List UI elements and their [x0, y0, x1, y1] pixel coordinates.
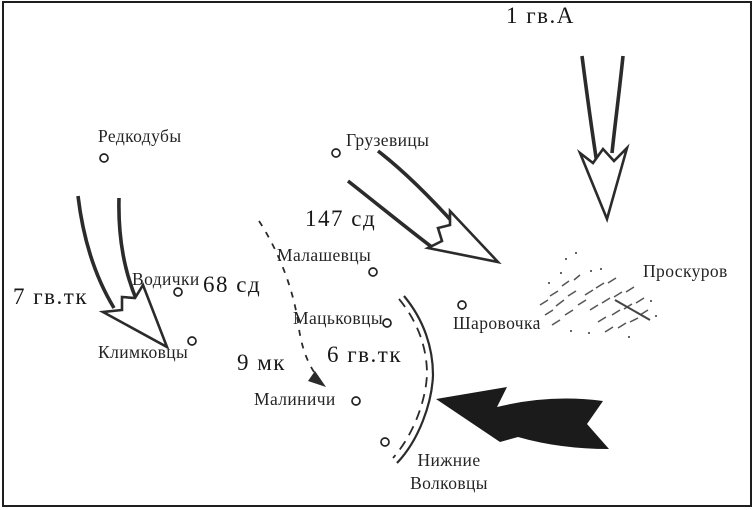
unit-label-147sd: 147 сд	[305, 206, 377, 231]
proskurov-urban-area	[537, 252, 657, 338]
town-marker-redkoduby	[100, 154, 108, 162]
advance-arrow-1gva	[580, 56, 627, 219]
town-marker-malinichi	[352, 397, 360, 405]
arrow-9mk-head	[308, 371, 326, 387]
arrow-1gva-head	[580, 148, 627, 219]
town-label-sharovochka: Шаровочка	[453, 313, 541, 333]
arrow-1gva-tail-right	[612, 56, 623, 153]
town-label-klimkovtsy: Климковцы	[98, 342, 189, 362]
town-marker-sharovochka	[458, 301, 466, 309]
town-label-vodichki: Водички	[132, 269, 200, 289]
enemy-counterattack-arrow	[436, 387, 609, 449]
urban-speckles	[537, 252, 657, 338]
unit-label-68sd: 68 сд	[203, 272, 262, 297]
front-line-solid	[397, 296, 433, 463]
arrow-147sd-head	[428, 211, 498, 262]
town-label-matskovtsy: Мацьковцы	[293, 308, 384, 328]
town-label-nizhnie-volkovtsy: Нижние Волковцы	[410, 450, 488, 493]
town-label-malashevtsy: Малашевцы	[277, 245, 372, 265]
town-marker-klimkovtsy	[188, 337, 196, 345]
town-label-gruzevitsy: Грузевицы	[346, 130, 430, 150]
unit-label-9mk: 9 мк	[237, 350, 286, 375]
front-line	[393, 296, 433, 463]
town-marker-matskovtsy	[383, 319, 391, 327]
unit-label-1gva: 1 гв.А	[506, 3, 575, 28]
unit-label-6gvtk: 6 гв.тк	[327, 342, 403, 367]
city-label-proskurov: Проскуров	[643, 261, 728, 281]
unit-label-7gvtk: 7 гв.тк	[13, 284, 89, 309]
arrow-1gva-tail-left	[582, 56, 597, 164]
town-marker-nizhnie-volkovtsy	[381, 438, 389, 446]
town-label-malinichi: Малиничи	[254, 389, 336, 409]
town-marker-gruzevitsy	[332, 149, 340, 157]
town-label-redkoduby: Редкодубы	[98, 126, 182, 146]
town-marker-malashevtsy	[369, 268, 377, 276]
